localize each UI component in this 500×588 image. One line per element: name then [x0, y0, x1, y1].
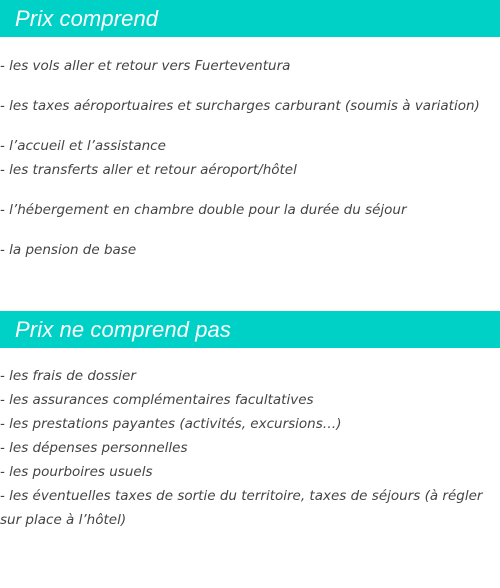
- list-item: - l’hébergement en chambre double pour la durée du séjour: [0, 202, 407, 218]
- includes-heading: Prix comprend: [0, 0, 500, 37]
- list-item: - les vols aller et retour vers Fuerteventura: [0, 58, 291, 74]
- list-item: - les frais de dossier: [0, 368, 136, 384]
- list-item: - les dépenses personnelles: [0, 440, 188, 456]
- includes-list: [0, 54, 500, 262]
- list-item: - les transferts aller et retour aéroport/hôtel: [0, 162, 297, 178]
- list-item: - les assurances complémentaires facultatives: [0, 392, 314, 408]
- excludes-list: [0, 364, 500, 532]
- list-item: - les éventuelles taxes de sortie du territoire, taxes de séjours (à régler sur place à l’hôtel): [0, 488, 483, 528]
- list-item: - la pension de base: [0, 242, 137, 258]
- list-item: - les pourboires usuels: [0, 464, 153, 480]
- list-item: - les prestations payantes (activités, excursions…): [0, 416, 342, 432]
- excludes-heading: Prix ne comprend pas: [0, 311, 500, 348]
- list-item: - l’accueil et l’assistance: [0, 138, 166, 154]
- list-item: - les taxes aéroportuaires et surcharges carburant (soumis à variation): [0, 98, 480, 114]
